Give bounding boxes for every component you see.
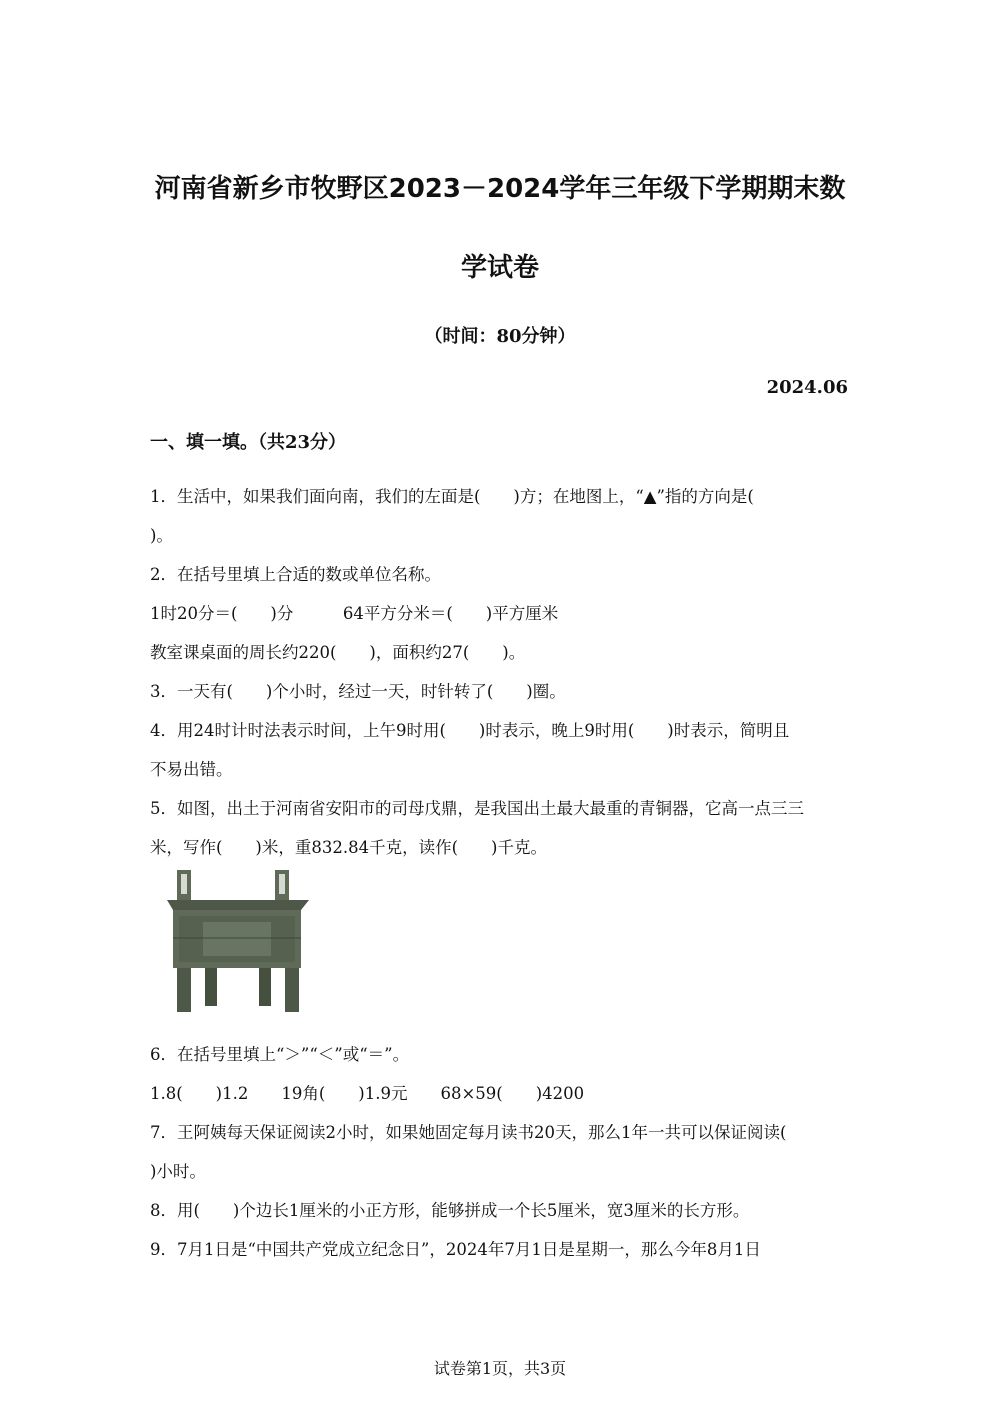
section-heading-fill-in: 一、填一填。（共23分）: [150, 432, 347, 453]
question-line: 3．一天有( )个小时，经过一天，时针转了( )圈。: [150, 682, 566, 701]
question-line: 9．7月1日是“中国共产党成立纪念日”，2024年7月1日是星期一，那么今年8月1日: [150, 1240, 761, 1259]
question-line: 8．用( )个边长1厘米的小正方形，能够拼成一个长5厘米，宽3厘米的长方形。: [150, 1201, 750, 1220]
question-line: 教室课桌面的周长约220( )，面积约27( )。: [150, 643, 526, 662]
question-line: 1时20分＝( )分 64平方分米＝( )平方厘米: [150, 604, 559, 623]
question-line: )。: [150, 526, 173, 545]
question-line: )小时。: [150, 1162, 206, 1181]
question-line: 米，写作( )米，重832.84千克，读作( )千克。: [150, 838, 547, 857]
question-line: 1.8( )1.2 19角( )1.9元 68×59( )4200: [150, 1084, 585, 1103]
exam-duration: （时间：80分钟）: [424, 326, 576, 347]
page-title-line-1: 河南省新乡市牧野区2023－2024学年三年级下学期期末数: [154, 174, 846, 204]
question-line: 5．如图，出土于河南省安阳市的司母戊鼎，是我国出土最大最重的青铜器，它高一点三三: [150, 799, 804, 818]
question-line: 1．生活中，如果我们面向南，我们的左面是( )方；在地图上，“▲”指的方向是(: [150, 487, 754, 506]
exam-date: 2024.06: [766, 377, 848, 398]
question-line: 不易出错。: [150, 760, 233, 779]
page-title-line-2: 学试卷: [460, 253, 539, 283]
question-line: 6．在括号里填上“＞”“＜”或“＝”。: [150, 1045, 410, 1064]
page-footer: 试卷第1页，共3页: [433, 1359, 567, 1378]
question-line: 7．王阿姨每天保证阅读2小时，如果她固定每月读书20天，那么1年一共可以保证阅读(: [150, 1123, 787, 1142]
question-line: 2．在括号里填上合适的数或单位名称。: [150, 565, 441, 584]
simuwu-ding-image: [163, 866, 313, 1016]
question-line: 4．用24时计时法表示时间，上午9时用( )时表示，晚上9时用( )时表示，简明且: [150, 721, 790, 740]
